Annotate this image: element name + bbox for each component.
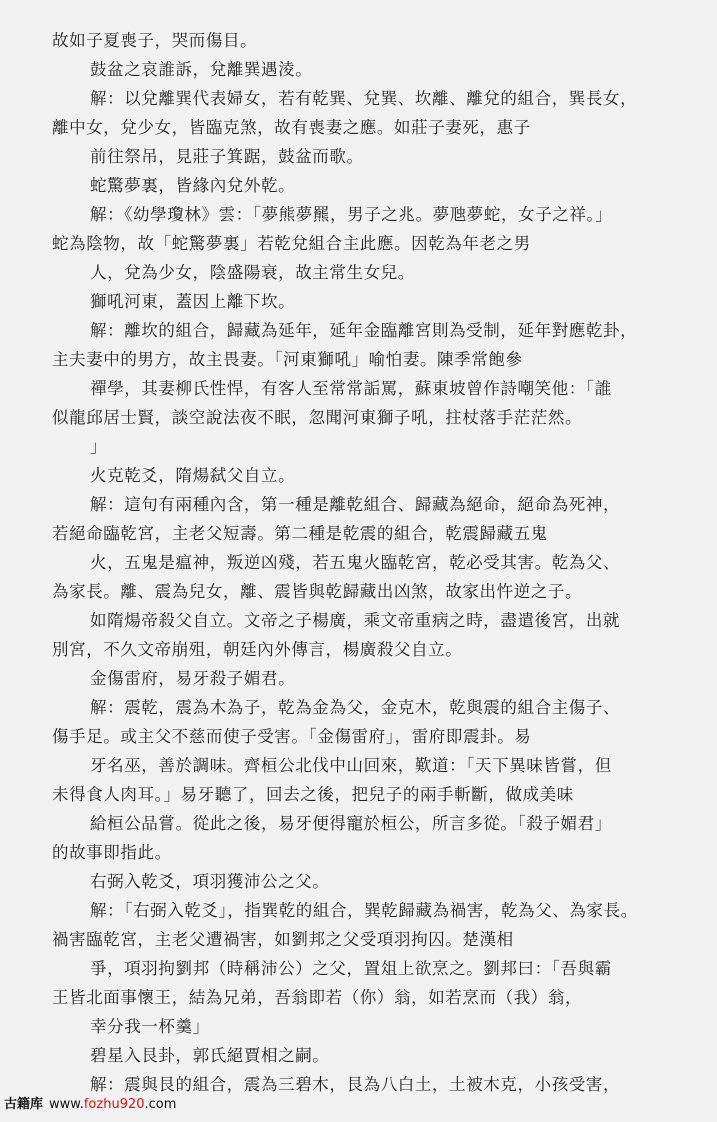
text-line: 解：這句有兩種內含，第一種是離乾組合、歸藏為絕命，絕命為死神， <box>90 495 621 514</box>
text-line: 右弼入乾爻，項羽獲沛公之父。 <box>90 872 330 891</box>
text-line: 解：《幼學瓊林》雲：「夢熊夢羆，男子之兆。夢虺夢蛇，女子之祥。」 <box>90 205 613 224</box>
text-line: 幸分我一杯羹」 <box>90 1017 210 1036</box>
text-line: 給桓公品嘗。從此之後，易牙便得寵於桓公，所言多從。「殺子媚君」 <box>90 814 612 833</box>
text-line: 禪學，其妻柳氏性悍，有客人至常常詬罵，蘇東坡曾作詩嘲笑他：「誰 <box>90 379 612 398</box>
text-line: 故如子夏喪子，哭而傷目。 <box>52 31 258 50</box>
text-line: 傷手足。或主父不慈而使子受害。「金傷雷府」，雷府即震卦。易 <box>52 727 532 746</box>
text-line: 」 <box>90 437 108 456</box>
text-line: 未得食人肉耳。」易牙聽了，回去之後，把兒子的兩手斬斷，做成美味 <box>52 785 574 804</box>
text-line: 獅吼河東，蓋因上離下坎。 <box>90 292 296 311</box>
site-brand: 古籍库 <box>4 1097 44 1112</box>
text-line: 解：震乾，震為木為子，乾為金為父，金克木，乾與震的組合主傷子、 <box>90 698 621 717</box>
text-line: 牙名巫，善於調味。齊桓公北伐中山回來，歎道：「天下異味皆嘗，但 <box>90 756 612 775</box>
text-line: 蛇為陰物，故「蛇驚夢裏」若乾兌組合主此應。因乾為年老之男 <box>52 234 531 253</box>
text-line: 解：以兌離巽代表婦女，若有乾巽、兌巽、坎離、離兌的組合，巽長女， <box>90 89 638 108</box>
text-line: 火，五鬼是瘟神，叛逆凶殘，若五鬼火臨乾宮，乾必受其害。乾為父、 <box>90 553 621 572</box>
text-line: 鼓盆之哀誰訴，兌離巽遇淩。 <box>90 60 313 79</box>
text-line: 若絕命臨乾宮，主老父短壽。第二種是乾震的組合，乾震歸藏五鬼 <box>52 524 548 543</box>
text-line: 蛇驚夢裏，皆緣內兌外乾。 <box>90 176 296 195</box>
text-line: 王皆北面事懷王，結為兄弟，吾翁即若（你）翁，如若烹而（我）翁， <box>52 988 583 1007</box>
text-line: 解：「右弼入乾爻」，指巽乾的組合，巽乾歸藏為禍害，乾為父、為家長。 <box>90 901 638 920</box>
text-line: 禍害臨乾宮，主老父遭禍害，如劉邦之父受項羽拘囚。楚漢相 <box>52 930 514 949</box>
site-url-suffix: .com <box>144 1097 177 1112</box>
text-line: 碧星入艮卦，郭氏絕賈相之嗣。 <box>90 1046 330 1065</box>
text-line: 別宮，不久文帝崩殂，朝廷內外傳言，楊廣殺父自立。 <box>52 640 463 659</box>
text-line: 前往祭吊，見莊子箕踞，鼓盆而歌。 <box>90 147 364 166</box>
text-line: 的故事即指此。 <box>52 843 172 862</box>
site-url-prefix: www. <box>49 1097 84 1112</box>
site-url-domain: fozhu920 <box>83 1097 145 1112</box>
text-line: 解：離坎的組合，歸藏為延年，延年金臨離宮則為受制，延年對應乾卦， <box>90 321 638 340</box>
text-line: 火克乾爻，隋煬弑父自立。 <box>90 466 296 485</box>
text-line: 爭，項羽拘劉邦（時稱沛公）之父，置俎上欲烹之。劉邦曰：「吾與霸 <box>90 959 612 978</box>
text-line: 金傷雷府，易牙殺子媚君。 <box>90 669 296 688</box>
text-line: 為家長。離、震為兒女，離、震皆與乾歸藏出凶煞，故家出忤逆之子。 <box>52 582 583 601</box>
text-line: 離中女，兌少女，皆臨克煞，故有喪妻之應。如莊子妻死，惠子 <box>52 118 531 137</box>
site-watermark <box>4 1093 176 1112</box>
text-line: 人，兌為少女，陰盛陽衰，故主常生女兒。 <box>90 263 415 282</box>
text-line: 如隋煬帝殺父自立。文帝之子楊廣，乘文帝重病之時，盡遣後宮，出就 <box>90 611 621 630</box>
text-line: 似龍邱居士賢，談空說法夜不眠，忽聞河東獅子吼，拄杖落手茫茫然。 <box>52 408 583 427</box>
text-line: 解：震與艮的組合，震為三碧木，艮為八白土，土被木克，小孩受害， <box>90 1075 621 1094</box>
text-line: 主夫妻中的男方，故主畏妻。「河東獅吼」喻怕妻。陳季常飽參 <box>52 350 523 369</box>
